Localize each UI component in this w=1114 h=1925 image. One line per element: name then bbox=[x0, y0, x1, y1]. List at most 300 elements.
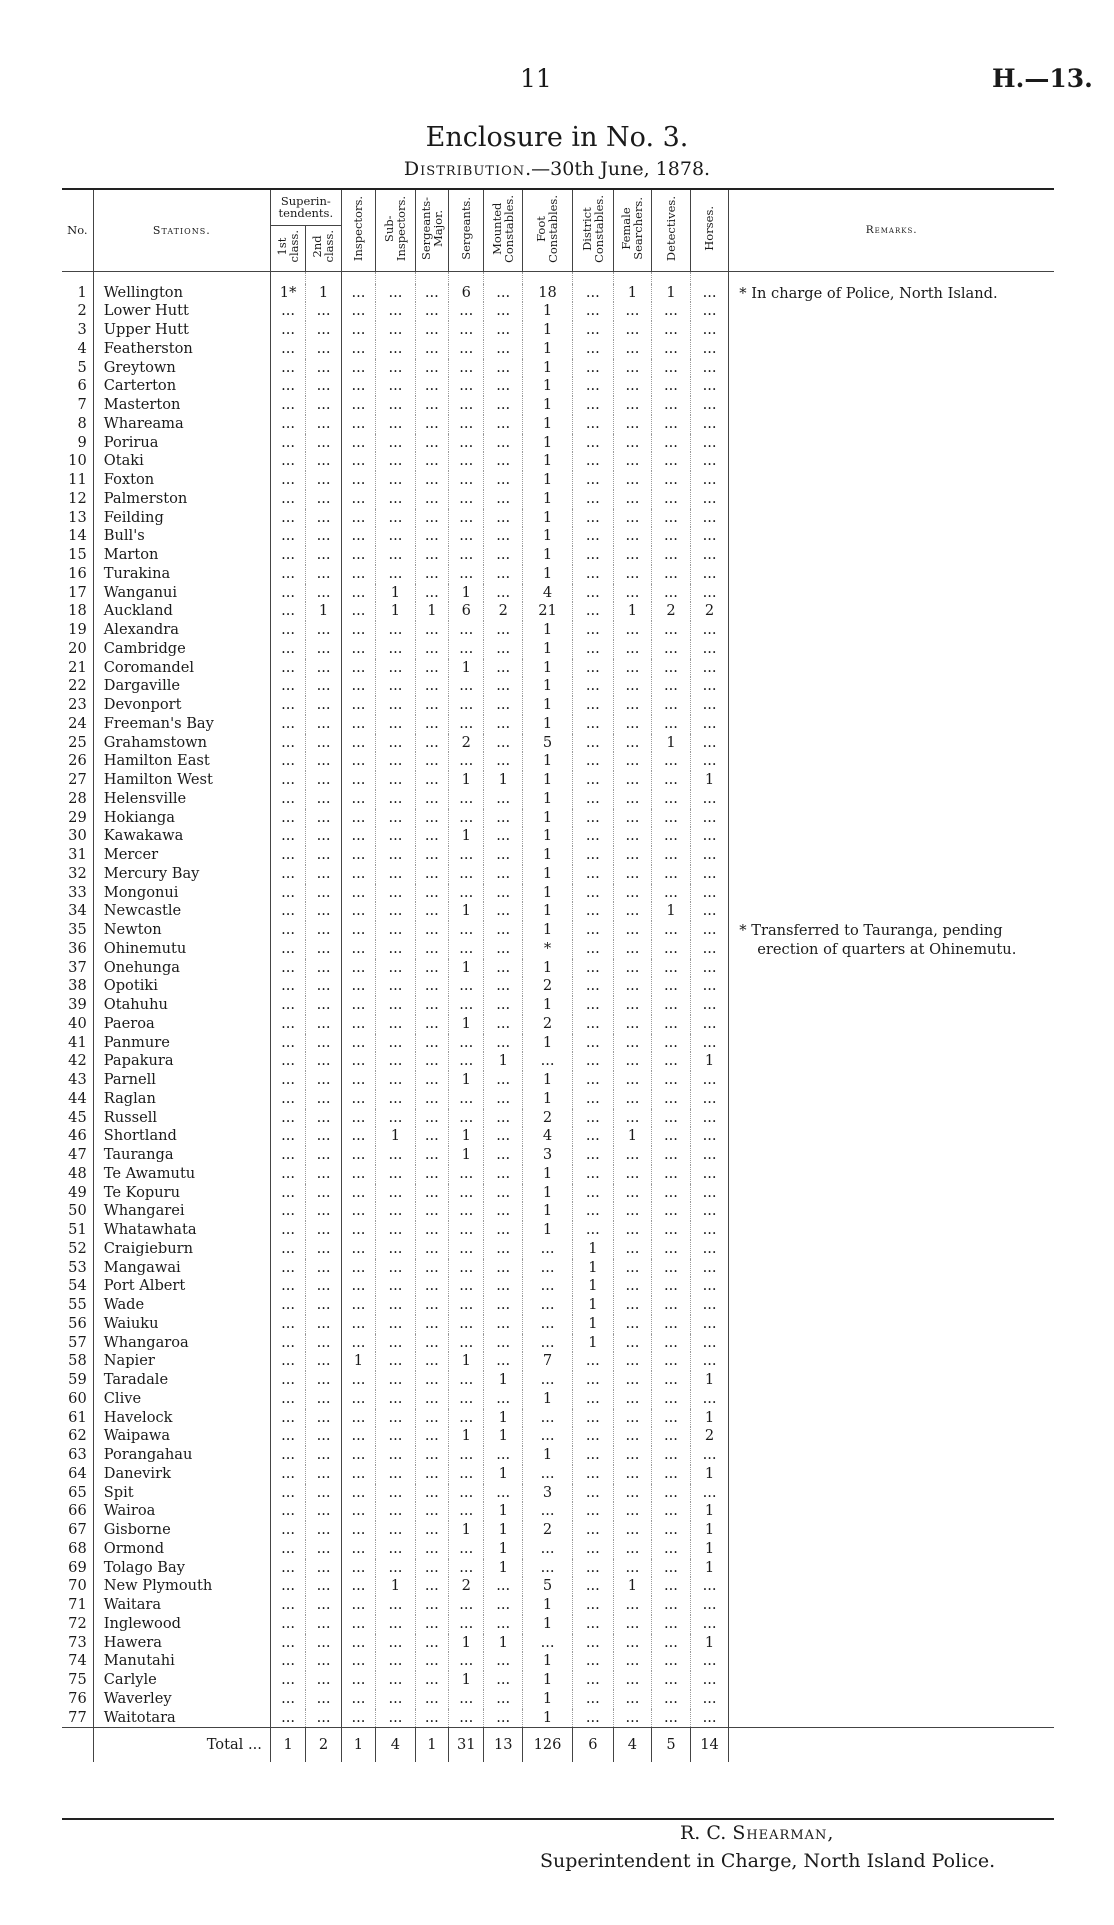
cell-mounted: ... bbox=[484, 1034, 523, 1053]
cell-sup1: ... bbox=[270, 1202, 305, 1221]
cell-subinsp: ... bbox=[376, 359, 416, 378]
cell-det: ... bbox=[652, 1502, 691, 1521]
cell-mounted: ... bbox=[484, 715, 523, 734]
cell-sgtmaj: ... bbox=[415, 565, 448, 584]
cell-sup1: ... bbox=[270, 584, 305, 603]
cell-horses: ... bbox=[690, 921, 729, 940]
cell-district: ... bbox=[573, 1521, 614, 1540]
station-label: Helensville bbox=[103, 789, 187, 807]
cell-subinsp: ... bbox=[376, 1465, 416, 1484]
cell-subinsp: ... bbox=[376, 434, 416, 453]
cell-sgt: ... bbox=[449, 809, 484, 828]
cell-mounted: ... bbox=[484, 959, 523, 978]
cell-mounted: ... bbox=[484, 996, 523, 1015]
cell-sup1: ... bbox=[270, 715, 305, 734]
cell-sgt: 1 bbox=[449, 827, 484, 846]
cell-foot: 1 bbox=[523, 1221, 573, 1240]
cell-horses: ... bbox=[690, 284, 729, 303]
cell-district: ... bbox=[573, 1427, 614, 1446]
total-horses: 14 bbox=[690, 1728, 729, 1763]
cell-sgt: 1 bbox=[449, 1352, 484, 1371]
cell-foot: 1 bbox=[523, 865, 573, 884]
cell-horses: ... bbox=[690, 696, 729, 715]
cell-subinsp: ... bbox=[376, 734, 416, 753]
cell-sgt: ... bbox=[449, 1559, 484, 1578]
cell-sgtmaj: ... bbox=[415, 1240, 448, 1259]
cell-sup2: ... bbox=[306, 1015, 341, 1034]
cell-sup2: ... bbox=[306, 1596, 341, 1615]
cell-female: ... bbox=[613, 1634, 652, 1653]
cell-det: ... bbox=[652, 1596, 691, 1615]
cell-sup2: ... bbox=[306, 1090, 341, 1109]
cell-district: ... bbox=[573, 827, 614, 846]
cell-female: ... bbox=[613, 1296, 652, 1315]
cell-sgtmaj: ... bbox=[415, 1146, 448, 1165]
row-number: 52 bbox=[68, 1239, 87, 1257]
cell-sup2: ... bbox=[306, 546, 341, 565]
cell-subinsp: ... bbox=[376, 1446, 416, 1465]
cell-insp: ... bbox=[341, 1427, 375, 1446]
cell-subinsp: ... bbox=[376, 284, 416, 303]
cell-sup1: ... bbox=[270, 1184, 305, 1203]
cell-sgt: ... bbox=[449, 940, 484, 959]
cell-insp: ... bbox=[341, 1484, 375, 1503]
cell-sgt: ... bbox=[449, 1315, 484, 1334]
cell-district: ... bbox=[573, 546, 614, 565]
cell-sgt: 2 bbox=[449, 1577, 484, 1596]
cell-district: ... bbox=[573, 1502, 614, 1521]
cell-subinsp: ... bbox=[376, 771, 416, 790]
station-name bbox=[93, 340, 270, 359]
cell-det: ... bbox=[652, 1671, 691, 1690]
cell-insp: ... bbox=[341, 1690, 375, 1709]
cell-sup1: ... bbox=[270, 752, 305, 771]
cell-sgt: ... bbox=[449, 1409, 484, 1428]
cell-district: 1 bbox=[573, 1334, 614, 1353]
station-name bbox=[93, 1390, 270, 1409]
cell-sgtmaj: ... bbox=[415, 1540, 448, 1559]
cell-district: ... bbox=[573, 1484, 614, 1503]
cell-female: ... bbox=[613, 1146, 652, 1165]
cell-insp: ... bbox=[341, 1109, 375, 1128]
cell-horses: ... bbox=[690, 846, 729, 865]
cell-female: ... bbox=[613, 321, 652, 340]
station-name bbox=[93, 1184, 270, 1203]
cell-insp: ... bbox=[341, 302, 375, 321]
cell-sup1: ... bbox=[270, 771, 305, 790]
cell-mounted: ... bbox=[484, 752, 523, 771]
cell-sgtmaj: ... bbox=[415, 865, 448, 884]
station-name bbox=[93, 1671, 270, 1690]
cell-female: ... bbox=[613, 377, 652, 396]
cell-foot: 1 bbox=[523, 846, 573, 865]
cell-sgtmaj: ... bbox=[415, 1690, 448, 1709]
station-label: Danevirk bbox=[103, 1464, 171, 1482]
station-label: Inglewood bbox=[103, 1614, 181, 1632]
cell-sup2: ... bbox=[306, 527, 341, 546]
cell-sgt: ... bbox=[449, 752, 484, 771]
cell-sgt: 1 bbox=[449, 659, 484, 678]
cell-sup2: ... bbox=[306, 902, 341, 921]
cell-sup1: ... bbox=[270, 452, 305, 471]
cell-mounted: ... bbox=[484, 546, 523, 565]
station-name bbox=[93, 1409, 270, 1428]
cell-insp: ... bbox=[341, 1315, 375, 1334]
cell-district: ... bbox=[573, 1146, 614, 1165]
cell-horses: ... bbox=[690, 865, 729, 884]
station-name bbox=[93, 846, 270, 865]
cell-mounted: ... bbox=[484, 884, 523, 903]
station-label: Te Kopuru bbox=[103, 1183, 181, 1201]
cell-sgt: ... bbox=[449, 509, 484, 528]
row-number: 59 bbox=[68, 1371, 87, 1388]
cell-sgt: ... bbox=[449, 996, 484, 1015]
cell-det: ... bbox=[652, 1109, 691, 1128]
cell-foot: ... bbox=[523, 1559, 573, 1578]
cell-foot: 1 bbox=[523, 527, 573, 546]
cell-subinsp: ... bbox=[376, 527, 416, 546]
cell-sup1: ... bbox=[270, 921, 305, 940]
cell-sup2: ... bbox=[306, 884, 341, 903]
cell-det: ... bbox=[652, 1352, 691, 1371]
station-name bbox=[93, 640, 270, 659]
total-district: 6 bbox=[573, 1728, 614, 1763]
cell-female: ... bbox=[613, 1671, 652, 1690]
cell-sup1: ... bbox=[270, 1371, 305, 1390]
cell-mounted: ... bbox=[484, 790, 523, 809]
bottom-rule bbox=[62, 1818, 1054, 1820]
cell-foot: 1 bbox=[523, 490, 573, 509]
cell-horses: ... bbox=[690, 415, 729, 434]
cell-female: ... bbox=[613, 771, 652, 790]
cell-foot: 1 bbox=[523, 1690, 573, 1709]
cell-foot: 1 bbox=[523, 884, 573, 903]
cell-insp: ... bbox=[341, 1671, 375, 1690]
cell-mounted: ... bbox=[484, 846, 523, 865]
cell-sgt: 6 bbox=[449, 284, 484, 303]
cell-subinsp: ... bbox=[376, 1615, 416, 1634]
row-number: 68 bbox=[68, 1539, 87, 1557]
signature-title: Superintendent in Charge, North Island Police. bbox=[540, 1850, 996, 1872]
row-number: 1 bbox=[77, 283, 87, 301]
cell-foot: 2 bbox=[523, 1109, 573, 1128]
cell-sup2: ... bbox=[306, 1334, 341, 1353]
cell-foot: 1 bbox=[523, 471, 573, 490]
row-number: 31 bbox=[68, 846, 87, 863]
station-label: Mongonui bbox=[103, 883, 179, 901]
distribution-table bbox=[62, 188, 1054, 1762]
row-number: 56 bbox=[68, 1314, 87, 1332]
station-label: Newton bbox=[103, 921, 162, 938]
cell-det: ... bbox=[652, 1296, 691, 1315]
cell-female: ... bbox=[613, 1109, 652, 1128]
cell-female: ... bbox=[613, 921, 652, 940]
station-label: Havelock bbox=[103, 1408, 173, 1426]
cell-district: ... bbox=[573, 884, 614, 903]
cell-horses: ... bbox=[690, 1184, 729, 1203]
station-name bbox=[93, 1034, 270, 1053]
station-label: Wade bbox=[103, 1296, 145, 1313]
subtitle-caps: Distribution bbox=[403, 158, 526, 180]
row-number: 42 bbox=[68, 1052, 87, 1070]
cell-sgt: ... bbox=[449, 340, 484, 359]
cell-district: ... bbox=[573, 302, 614, 321]
station-name bbox=[93, 1709, 270, 1728]
cell-insp: ... bbox=[341, 696, 375, 715]
cell-district: ... bbox=[573, 1184, 614, 1203]
cell-horses: ... bbox=[690, 1240, 729, 1259]
cell-mounted: ... bbox=[484, 921, 523, 940]
cell-horses: ... bbox=[690, 1446, 729, 1465]
cell-det: ... bbox=[652, 621, 691, 640]
cell-horses: ... bbox=[690, 340, 729, 359]
row-number: 8 bbox=[77, 414, 87, 432]
cell-sup2: ... bbox=[306, 452, 341, 471]
cell-mounted: ... bbox=[484, 1484, 523, 1503]
station-label: Wellington bbox=[103, 283, 183, 301]
cell-sgt: 1 bbox=[449, 1071, 484, 1090]
station-label: Parnell bbox=[103, 1071, 156, 1088]
cell-female: ... bbox=[613, 584, 652, 603]
row-number: 72 bbox=[68, 1614, 87, 1632]
cell-sup2: ... bbox=[306, 1146, 341, 1165]
cell-mounted: ... bbox=[484, 1277, 523, 1296]
cell-sup2: ... bbox=[306, 1709, 341, 1728]
cell-sgt: ... bbox=[449, 321, 484, 340]
cell-mounted: ... bbox=[484, 584, 523, 603]
header-sergeants-major: Sergeants- Major. bbox=[415, 189, 448, 271]
cell-foot: 3 bbox=[523, 1146, 573, 1165]
cell-mounted: ... bbox=[484, 809, 523, 828]
cell-insp: ... bbox=[341, 771, 375, 790]
cell-det: ... bbox=[652, 790, 691, 809]
cell-sgtmaj: ... bbox=[415, 790, 448, 809]
cell-subinsp: ... bbox=[376, 1521, 416, 1540]
cell-sgtmaj: ... bbox=[415, 1427, 448, 1446]
cell-sgtmaj: ... bbox=[415, 827, 448, 846]
cell-foot: ... bbox=[523, 1334, 573, 1353]
cell-sgtmaj: ... bbox=[415, 1052, 448, 1071]
cell-sup2: ... bbox=[306, 1240, 341, 1259]
cell-subinsp: ... bbox=[376, 1034, 416, 1053]
cell-foot: 2 bbox=[523, 977, 573, 996]
cell-sgtmaj: ... bbox=[415, 921, 448, 940]
station-label: Foxton bbox=[103, 471, 155, 488]
cell-sgt: 6 bbox=[449, 602, 484, 621]
station-label: Shortland bbox=[103, 1127, 177, 1145]
cell-horses: ... bbox=[690, 1709, 729, 1728]
cell-sgt: 1 bbox=[449, 959, 484, 978]
cell-sgt: 1 bbox=[449, 1671, 484, 1690]
row-number: 12 bbox=[68, 489, 87, 507]
header-no: No. bbox=[62, 189, 93, 271]
cell-sup1: ... bbox=[270, 1165, 305, 1184]
cell-det: ... bbox=[652, 1652, 691, 1671]
cell-foot: 1 bbox=[523, 434, 573, 453]
cell-insp: ... bbox=[341, 359, 375, 378]
cell-horses: ... bbox=[690, 959, 729, 978]
cell-det: ... bbox=[652, 996, 691, 1015]
cell-det: ... bbox=[652, 677, 691, 696]
cell-sgtmaj: ... bbox=[415, 621, 448, 640]
cell-district: ... bbox=[573, 1015, 614, 1034]
cell-sup2: ... bbox=[306, 1465, 341, 1484]
cell-district: ... bbox=[573, 790, 614, 809]
cell-horses: ... bbox=[690, 1352, 729, 1371]
cell-foot: 1 bbox=[523, 1596, 573, 1615]
cell-mounted: 1 bbox=[484, 1634, 523, 1653]
cell-sup2: ... bbox=[306, 396, 341, 415]
spacer-row bbox=[62, 271, 1054, 284]
cell-foot: 1 bbox=[523, 565, 573, 584]
cell-mounted: ... bbox=[484, 1146, 523, 1165]
row-number: 2 bbox=[77, 302, 87, 320]
cell-horses: 1 bbox=[690, 1052, 729, 1071]
cell-sgtmaj: ... bbox=[415, 677, 448, 696]
cell-insp: ... bbox=[341, 1127, 375, 1146]
cell-sgt: 2 bbox=[449, 734, 484, 753]
cell-subinsp: ... bbox=[376, 1165, 416, 1184]
total-row bbox=[62, 1728, 1054, 1763]
cell-insp: ... bbox=[341, 827, 375, 846]
cell-subinsp: ... bbox=[376, 1221, 416, 1240]
cell-mounted: ... bbox=[484, 677, 523, 696]
cell-district: ... bbox=[573, 959, 614, 978]
cell-district: ... bbox=[573, 996, 614, 1015]
cell-district: ... bbox=[573, 1127, 614, 1146]
cell-horses: ... bbox=[690, 471, 729, 490]
cell-horses: ... bbox=[690, 1165, 729, 1184]
cell-district: ... bbox=[573, 1371, 614, 1390]
cell-district: ... bbox=[573, 1465, 614, 1484]
cell-female: ... bbox=[613, 1015, 652, 1034]
cell-sgtmaj: ... bbox=[415, 659, 448, 678]
row-number: 18 bbox=[68, 602, 87, 620]
cell-sup1: ... bbox=[270, 1577, 305, 1596]
cell-female: 1 bbox=[613, 284, 652, 303]
cell-female: ... bbox=[613, 1034, 652, 1053]
cell-sup1: ... bbox=[270, 1559, 305, 1578]
cell-foot: 1 bbox=[523, 321, 573, 340]
cell-horses: ... bbox=[690, 1315, 729, 1334]
cell-female: ... bbox=[613, 902, 652, 921]
cell-insp: ... bbox=[341, 509, 375, 528]
cell-sup2: ... bbox=[306, 621, 341, 640]
cell-sup1: ... bbox=[270, 1277, 305, 1296]
cell-mounted: ... bbox=[484, 1709, 523, 1728]
cell-horses: ... bbox=[690, 715, 729, 734]
cell-sgtmaj: ... bbox=[415, 977, 448, 996]
row-number: 40 bbox=[68, 1014, 87, 1032]
cell-mounted: ... bbox=[484, 1390, 523, 1409]
station-name bbox=[93, 1371, 270, 1390]
cell-subinsp: ... bbox=[376, 415, 416, 434]
cell-female: ... bbox=[613, 1446, 652, 1465]
total-mounted: 13 bbox=[484, 1728, 523, 1763]
cell-sgt: 1 bbox=[449, 902, 484, 921]
cell-district: ... bbox=[573, 1596, 614, 1615]
cell-female: ... bbox=[613, 1521, 652, 1540]
cell-det: ... bbox=[652, 1277, 691, 1296]
cell-horses: ... bbox=[690, 752, 729, 771]
cell-sgt: 1 bbox=[449, 1521, 484, 1540]
cell-foot: 1 bbox=[523, 640, 573, 659]
cell-sup1: ... bbox=[270, 884, 305, 903]
cell-sgt: ... bbox=[449, 302, 484, 321]
cell-det: ... bbox=[652, 1315, 691, 1334]
row-number: 41 bbox=[68, 1033, 87, 1051]
cell-subinsp: ... bbox=[376, 940, 416, 959]
cell-foot: 1 bbox=[523, 546, 573, 565]
cell-sup2: ... bbox=[306, 846, 341, 865]
cell-subinsp: ... bbox=[376, 1240, 416, 1259]
row-number: 54 bbox=[68, 1277, 87, 1295]
cell-sup1: ... bbox=[270, 1352, 305, 1371]
station-label: Papakura bbox=[103, 1052, 174, 1070]
cell-sgt: ... bbox=[449, 527, 484, 546]
cell-mounted: ... bbox=[484, 565, 523, 584]
document-reference: H.—13. bbox=[992, 64, 1093, 93]
cell-sup1: 1* bbox=[270, 284, 305, 303]
station-label: Russell bbox=[103, 1108, 158, 1126]
row-number: 15 bbox=[68, 546, 87, 563]
cell-horses: 2 bbox=[690, 1427, 729, 1446]
station-name bbox=[93, 1090, 270, 1109]
cell-det: 1 bbox=[652, 734, 691, 753]
cell-foot: 1 bbox=[523, 302, 573, 321]
cell-subinsp: ... bbox=[376, 321, 416, 340]
cell-sup2: ... bbox=[306, 490, 341, 509]
cell-sgt: ... bbox=[449, 1334, 484, 1353]
cell-subinsp: ... bbox=[376, 509, 416, 528]
cell-district: ... bbox=[573, 1540, 614, 1559]
cell-subinsp: ... bbox=[376, 1427, 416, 1446]
cell-female: ... bbox=[613, 977, 652, 996]
cell-sup1: ... bbox=[270, 902, 305, 921]
row-number: 37 bbox=[68, 958, 87, 976]
header-detectives: Detectives. bbox=[652, 189, 691, 271]
cell-insp: ... bbox=[341, 377, 375, 396]
cell-sgtmaj: ... bbox=[415, 771, 448, 790]
cell-insp: ... bbox=[341, 1221, 375, 1240]
row-number: 25 bbox=[68, 733, 87, 751]
cell-female: ... bbox=[613, 1352, 652, 1371]
station-label: Craigieburn bbox=[103, 1239, 194, 1257]
row-number: 9 bbox=[77, 433, 87, 451]
cell-foot: ... bbox=[523, 1409, 573, 1428]
station-name bbox=[93, 602, 270, 621]
station-label: Waitotara bbox=[103, 1708, 176, 1726]
cell-district: ... bbox=[573, 527, 614, 546]
cell-foot: 1 bbox=[523, 1671, 573, 1690]
cell-mounted: ... bbox=[484, 284, 523, 303]
cell-foot: 1 bbox=[523, 696, 573, 715]
cell-sgt: ... bbox=[449, 677, 484, 696]
cell-female: ... bbox=[613, 715, 652, 734]
row-number: 51 bbox=[68, 1221, 87, 1238]
cell-sup1: ... bbox=[270, 696, 305, 715]
station-label: Napier bbox=[103, 1352, 155, 1370]
row-number: 13 bbox=[68, 508, 87, 526]
station-label: Porangahau bbox=[103, 1446, 193, 1463]
cell-horses: ... bbox=[690, 640, 729, 659]
cell-horses: ... bbox=[690, 509, 729, 528]
total-sgt: 31 bbox=[449, 1728, 484, 1763]
cell-horses: 1 bbox=[690, 1521, 729, 1540]
cell-sgt: ... bbox=[449, 471, 484, 490]
cell-district: ... bbox=[573, 1090, 614, 1109]
cell-mounted: ... bbox=[484, 1577, 523, 1596]
